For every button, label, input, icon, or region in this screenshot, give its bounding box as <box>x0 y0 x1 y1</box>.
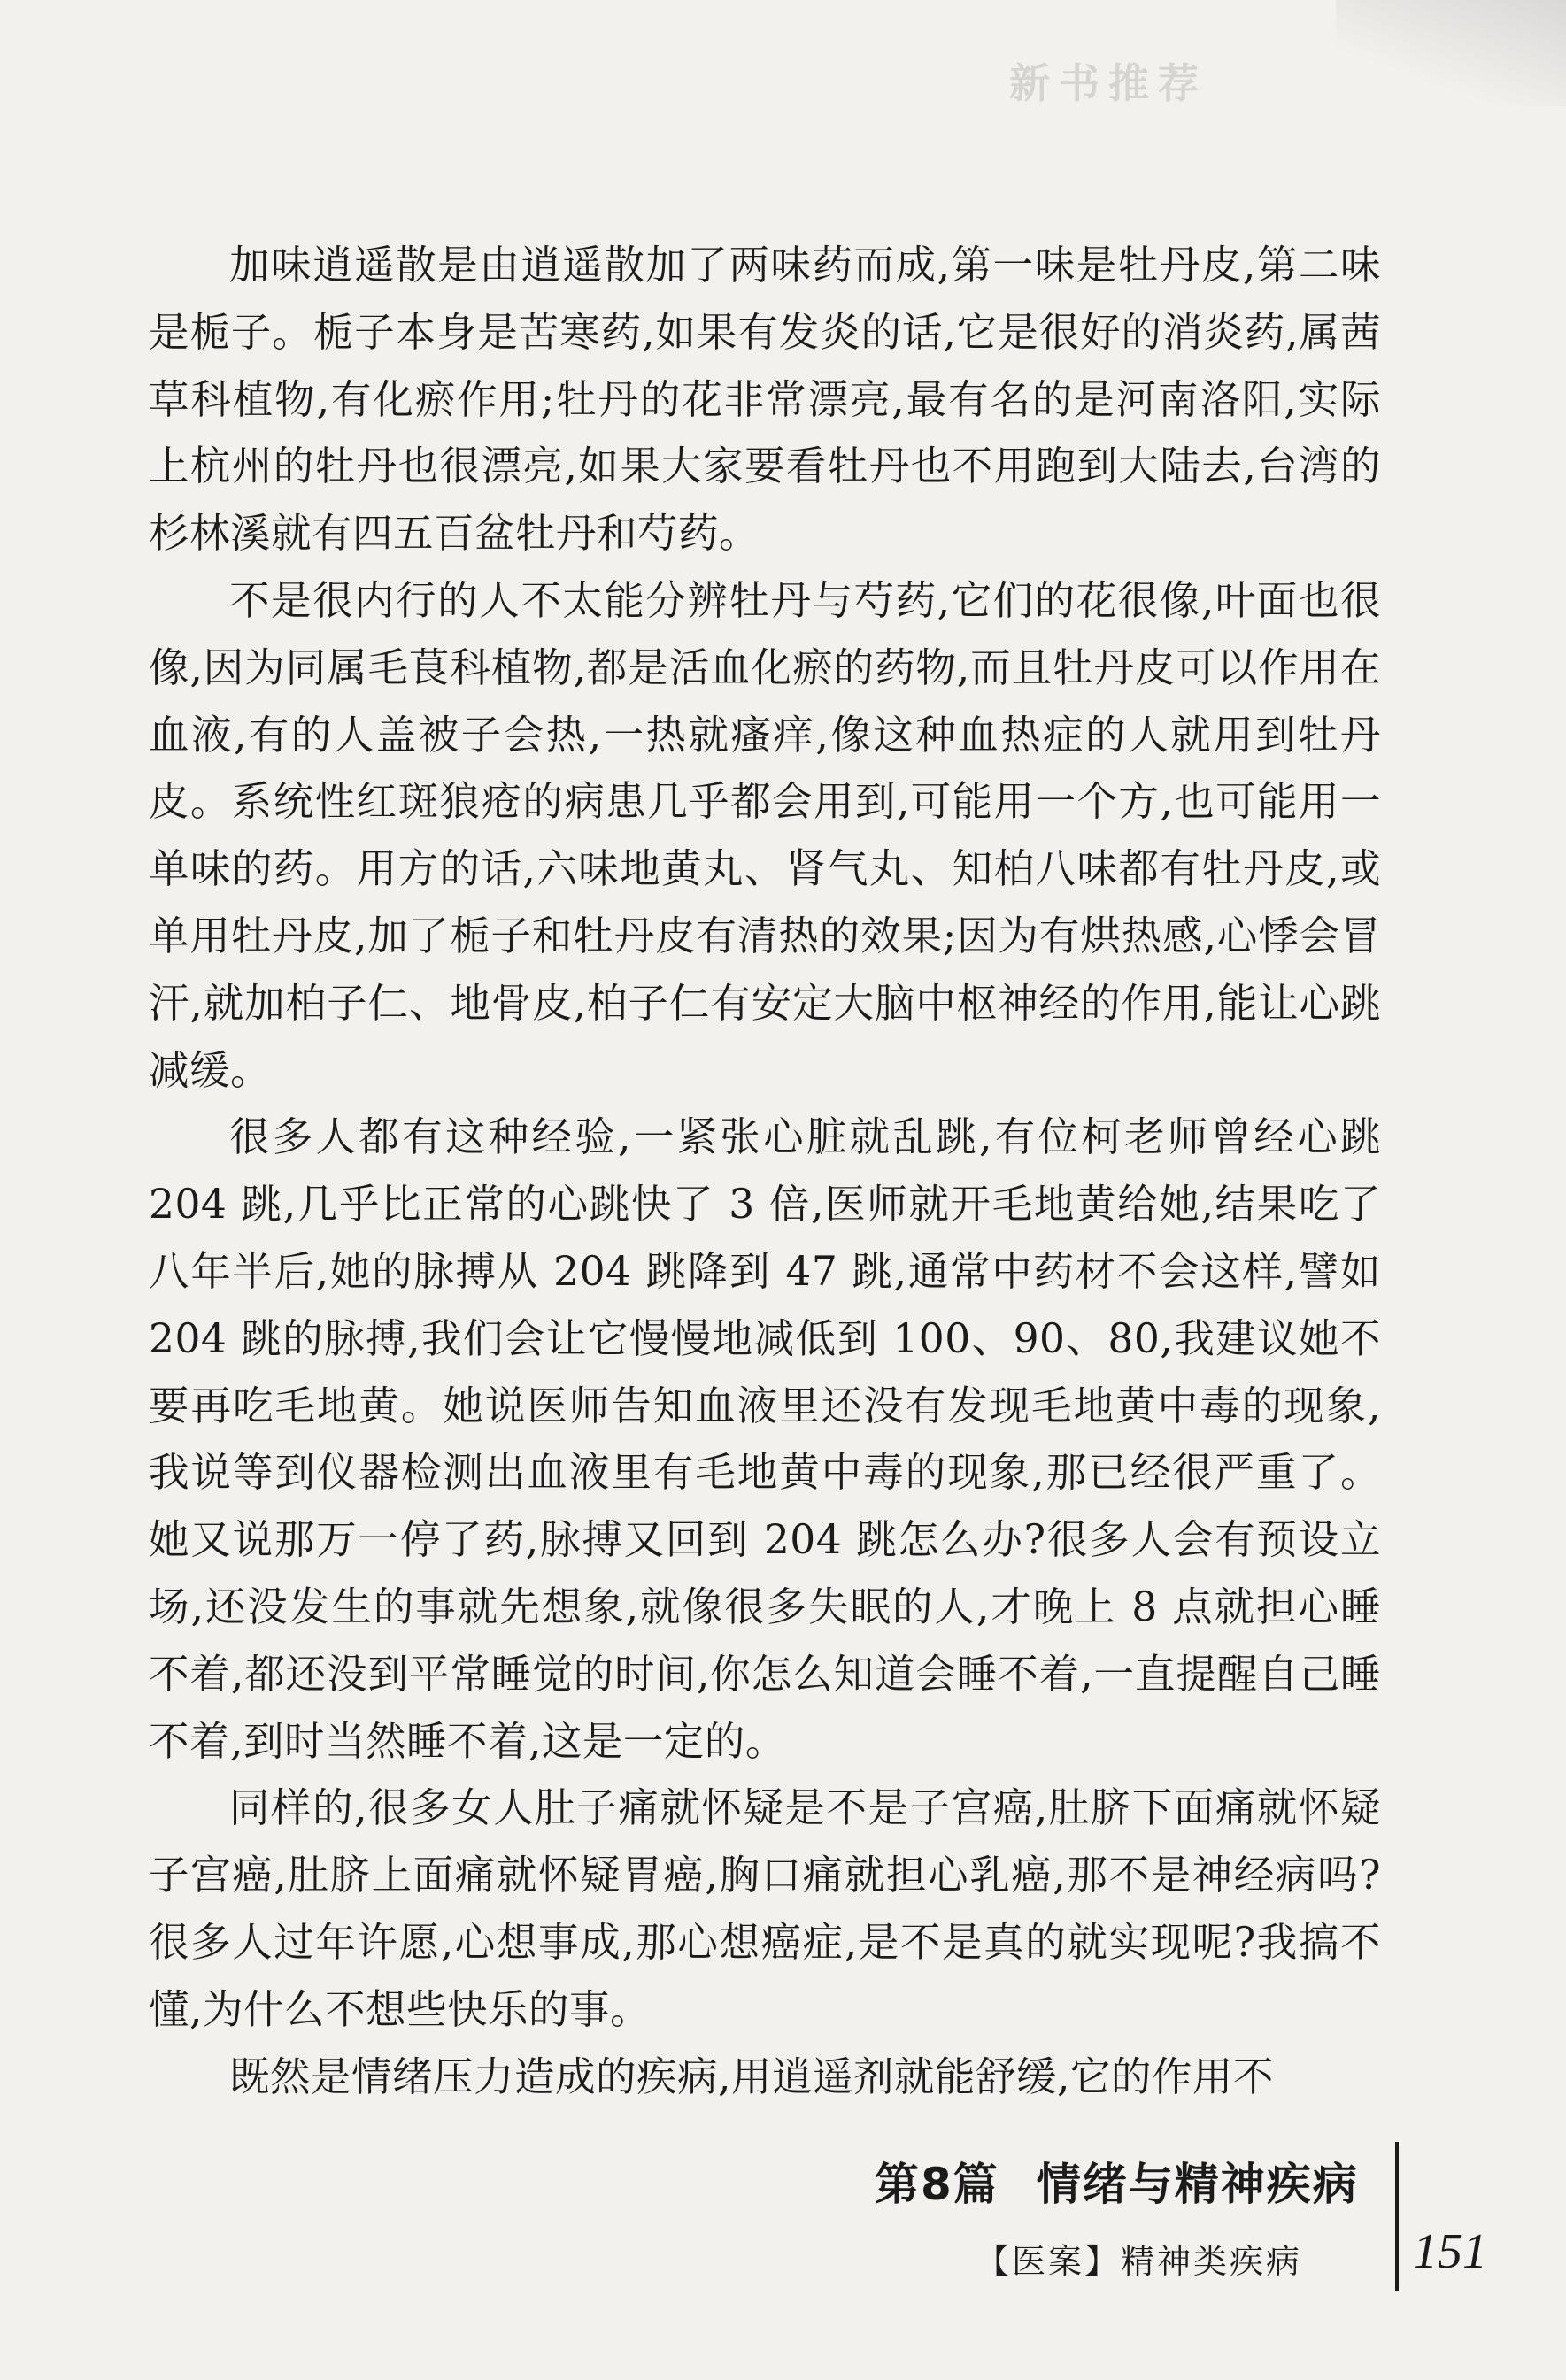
body-text <box>149 232 1381 2110</box>
header-stamp: 新书推荐 <box>1009 59 1207 107</box>
running-footer-title <box>875 2149 1359 2213</box>
paragraph: 很多人都有这种经验,一紧张心脏就乱跳,有位柯老师曾经心跳 204 跳,几乎比正常的心跳快了 3 倍,医师就开毛地黄给她,结果吃了八年半后,她的脉搏从 204 跳降到 47 跳,通常中药材不会这样,譬如 204 跳的脉搏,我们会让它慢慢地减低到 100、90、80,我建议她不要再吃毛地黄。她说医师告知血液里还没有发现毛地黄中毒的现象,我说等到仪器检测出血液里有毛地黄中毒的现象,那已经很严重了。她又说那万一停了药,脉搏又回到 204 跳怎么办?很多人会有预设立场,还没发生的事就先想象,就像很多失眠的人,才晚上 8 点就担心睡不着,都还没到平常睡觉的时间,你怎么知道会睡不着,一直提醒自己睡不着,到时当然睡不着,这是一定的。 <box>149 1113 1381 1765</box>
page-number: 151 <box>1413 2224 1487 2279</box>
paragraph: 既然是情绪压力造成的疾病,用逍遥剂就能舒缓,它的作用不 <box>229 2053 1274 2100</box>
footer-divider <box>1395 2142 1399 2291</box>
section-label: 【医案】精神类疾病 <box>976 2242 1303 2281</box>
paragraph: 不是很内行的人不太能分辨牡丹与芍药,它们的花很像,叶面也很像,因为同属毛茛科植物,都是活血化瘀的药物,而且牡丹皮可以作用在血液,有的人盖被子会热,一热就瘙痒,像这种血热症的人就用到牡丹皮。系统性红斑狼疮的病患几乎都会用到,可能用一个方,也可能用一单味的药。用方的话,六味地黄丸、肾气丸、知柏八味都有牡丹皮,或单用牡丹皮,加了栀子和牡丹皮有清热的效果;因为有烘热感,心悸会冒汗,就加柏子仁、地骨皮,柏子仁有安定大脑中枢神经的作用,能让心跳减缓。 <box>149 576 1381 1094</box>
paragraph: 加味逍遥散是由逍遥散加了两味药而成,第一味是牡丹皮,第二味是栀子。栀子本身是苦寒药,如果有发炎的话,它是很好的消炎药,属茜草科植物,有化瘀作用;牡丹的花非常漂亮,最有名的是河南洛阳,实际上杭州的牡丹也很漂亮,如果大家要看牡丹也不用跑到大陆去,台湾的杉林溪就有四五百盆牡丹和芍药。 <box>149 242 1381 558</box>
page-corner-shadow <box>1336 0 1566 106</box>
paragraph: 同样的,很多女人肚子痛就怀疑是不是子宫癌,肚脐下面痛就怀疑子宫癌,肚脐上面痛就怀疑胃癌,胸口痛就担心乳癌,那不是神经病吗?很多人过年许愿,心想事成,那心想癌症,是不是真的就实现呢?我搞不懂,为什么不想些快乐的事。 <box>149 1784 1381 2033</box>
part-title: 情绪与精神疾病 <box>1036 2159 1359 2210</box>
part-number: 第8篇 <box>875 2159 999 2210</box>
